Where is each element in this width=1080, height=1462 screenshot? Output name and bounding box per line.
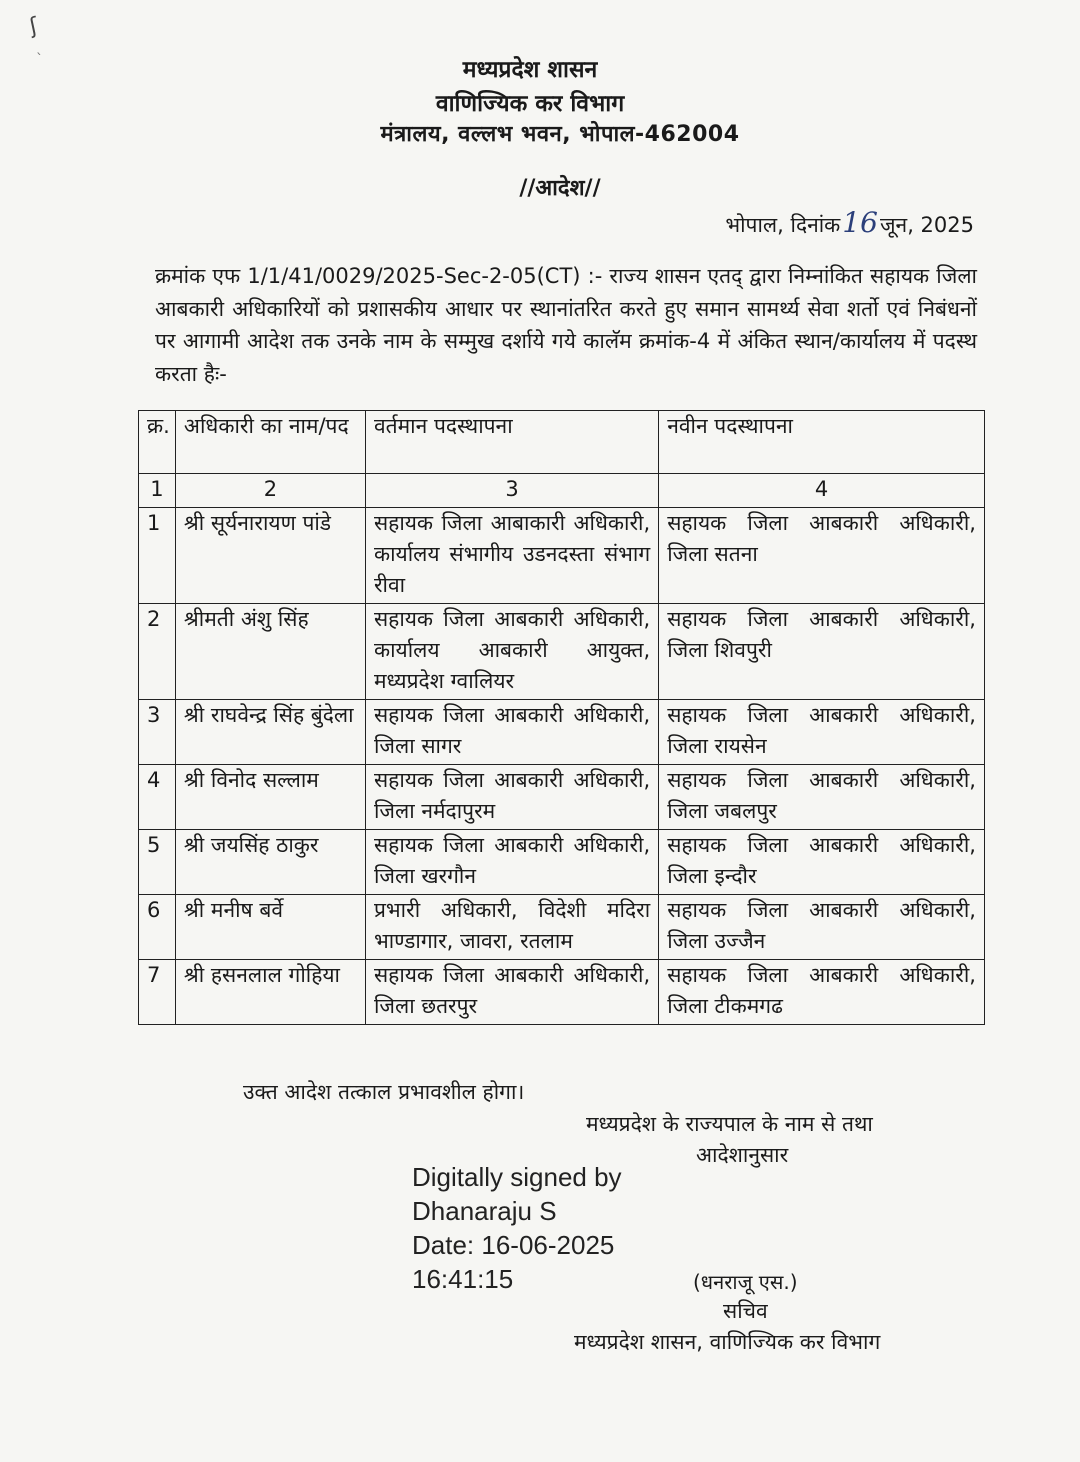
table-row — [139, 700, 985, 765]
order-intro-paragraph: क्रमांक एफ 1/1/41/0029/2025-Sec-2-05(CT) :- राज्य शासन एतद् द्वारा निम्नांकित सहायक जिला आबकारी अधिकारियों को प्रशासकीय आधार पर स्थानांतरित करते हुए समान सामर्थ्य सेवा शर्तो एवं निबंधनों पर आगामी आदेश तक उनके नाम के सम्मुख दर्शाये गये कालॅम क्रमांक-4 में अंकित स्थान/कार्यालय में पदस्थ करता हैः- — [155, 264, 977, 386]
header-cell: क्र. — [139, 411, 176, 474]
governor-line-1: मध्यप्रदेश के राज्यपाल के नाम से तथा — [586, 1112, 873, 1136]
date-line — [725, 206, 974, 239]
new-posting-cell: सहायक जिला आबकारी अधिकारी, जिला रायसेन — [659, 700, 985, 765]
signatory-department: मध्यप्रदेश शासन, वाणिज्यिक कर विभाग — [574, 1330, 881, 1354]
current-posting-cell: सहायक जिला आबकारी अधिकारी, जिला नर्मदापुरम — [365, 765, 658, 830]
column-number-row — [139, 474, 985, 508]
handwritten-day: 16 — [842, 206, 878, 239]
signatory-name: (धनराजू एस.) — [693, 1270, 798, 1294]
department-name: वाणिज्यिक कर विभाग — [435, 91, 625, 117]
signatory-designation: सचिव — [723, 1299, 768, 1323]
signature-line: Digitally signed by — [412, 1162, 622, 1192]
current-posting-cell: सहायक जिला आबकारी अधिकारी, जिला खरगौन — [365, 830, 658, 895]
new-posting-cell: सहायक जिला आबकारी अधिकारी, जिला उज्जैन — [659, 895, 985, 960]
new-posting-cell: सहायक जिला आबकारी अधिकारी, जिला शिवपुरी — [659, 604, 985, 700]
address-line: मंत्रालय, वल्लभ भवन, भोपाल-462004 — [380, 122, 740, 147]
table-row — [139, 604, 985, 700]
new-posting-cell: सहायक जिला आबकारी अधिकारी, जिला टीकमगढ — [659, 960, 985, 1025]
serial-number-cell: 5 — [139, 830, 176, 895]
officer-name-cell: श्रीमती अंशु सिंह — [175, 604, 365, 700]
table-row — [139, 895, 985, 960]
effect-statement: उक्त आदेश तत्काल प्रभावशील होगा। — [243, 1080, 525, 1104]
header-cell: वर्तमान पदस्थापना — [365, 411, 658, 474]
officer-name-cell: श्री सूर्यनारायण पांडे — [175, 508, 365, 604]
date-prefix: भोपाल, दिनांक — [725, 213, 841, 237]
pen-mark-icon: ˋ — [36, 52, 43, 68]
table-row — [139, 830, 985, 895]
table-header-row — [139, 411, 985, 474]
signature-line: Dhanaraju S — [412, 1196, 557, 1226]
current-posting-cell: सहायक जिला आबाकारी अधिकारी, कार्यालय संभागीय उडनदस्ता संभाग रीवा — [365, 508, 658, 604]
header-cell: अधिकारी का नाम/पद — [175, 411, 365, 474]
serial-number-cell: 7 — [139, 960, 176, 1025]
serial-number-cell: 3 — [139, 700, 176, 765]
signature-line: Date: 16-06-2025 — [412, 1230, 615, 1260]
column-number: 4 — [659, 474, 985, 508]
serial-number-cell: 4 — [139, 765, 176, 830]
transfer-table — [138, 410, 985, 1025]
header-cell: नवीन पदस्थापना — [659, 411, 985, 474]
table-row — [139, 960, 985, 1025]
officer-name-cell: श्री विनोद सल्लाम — [175, 765, 365, 830]
order-title: //आदेश// — [519, 176, 601, 201]
govt-name: मध्यप्रदेश शासन — [462, 57, 598, 83]
column-number: 1 — [139, 474, 176, 508]
officer-name-cell: श्री जयसिंह ठाकुर — [175, 830, 365, 895]
new-posting-cell: सहायक जिला आबकारी अधिकारी, जिला सतना — [659, 508, 985, 604]
serial-number-cell: 1 — [139, 508, 176, 604]
current-posting-cell: प्रभारी अधिकारी, विदेशी मदिरा भाण्डागार, जावरा, रतलाम — [365, 895, 658, 960]
governor-line-2: आदेशानुसार — [696, 1143, 789, 1167]
current-posting-cell: सहायक जिला आबकारी अधिकारी, जिला छतरपुर — [365, 960, 658, 1025]
serial-number-cell: 6 — [139, 895, 176, 960]
column-number: 3 — [365, 474, 658, 508]
officer-name-cell: श्री हसनलाल गोहिया — [175, 960, 365, 1025]
current-posting-cell: सहायक जिला आबकारी अधिकारी, जिला सागर — [365, 700, 658, 765]
new-posting-cell: सहायक जिला आबकारी अधिकारी, जिला इन्दौर — [659, 830, 985, 895]
table-row — [139, 508, 985, 604]
officer-name-cell: श्री मनीष बर्वे — [175, 895, 365, 960]
date-suffix: जून, 2025 — [879, 213, 974, 237]
current-posting-cell: सहायक जिला आबकारी अधिकारी, कार्यालय आबकारी आयुक्त, मध्यप्रदेश ग्वालियर — [365, 604, 658, 700]
new-posting-cell: सहायक जिला आबकारी अधिकारी, जिला जबलपुर — [659, 765, 985, 830]
digital-signature-block — [412, 1160, 622, 1296]
signature-line: 16:41:15 — [412, 1264, 514, 1294]
serial-number-cell: 2 — [139, 604, 176, 700]
officer-name-cell: श्री राघवेन्द्र सिंह बुंदेला — [175, 700, 365, 765]
pen-mark-icon: ʃ — [27, 13, 40, 40]
column-number: 2 — [175, 474, 365, 508]
table-row — [139, 765, 985, 830]
